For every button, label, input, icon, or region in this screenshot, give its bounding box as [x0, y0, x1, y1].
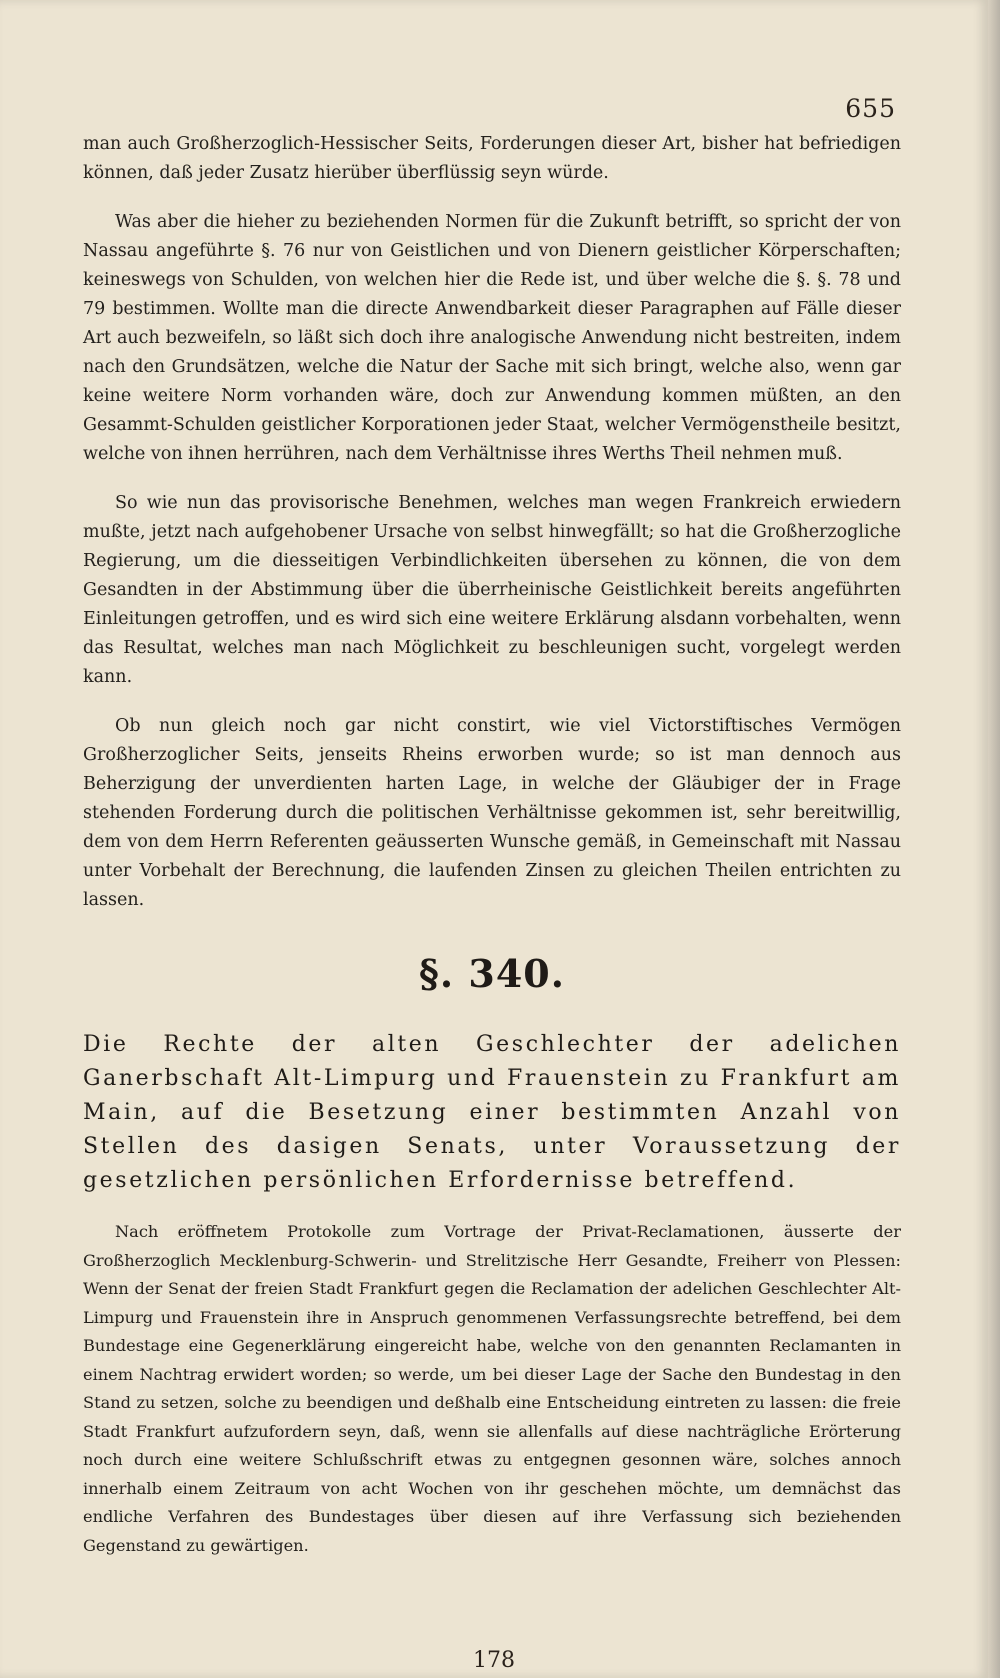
signature-mark: 178 — [473, 1648, 515, 1673]
paragraph-3: So wie nun das provisorische Benehmen, welches man wegen Frankreich erwiedern mußte, jetzt nach aufgehobener Ursache von selbst hinwegfällt; so hat die Großherzogliche Regierung, um die diesseitigen Verbindlichkeiten übersehen zu können, die von dem Gesandten in der Abstimmung über die überrheinische Geistlichkeit bereits angeführten Einleitungen getroffen, und es wird sich eine weitere Erklärung alsdann vorbehalten, wenn das Resultat, welches man nach Möglichkeit zu beschleunigen sucht, vorgelegt werden kann. — [83, 493, 901, 687]
section-body-block — [83, 1218, 901, 1560]
paragraph-1: man auch Großherzoglich-Hessischer Seits, Forderungen dieser Art, bisher hat befriedigen können, daß jeder Zusatz hierüber überflüssig seyn würde. — [83, 134, 901, 183]
section-heading: Die Rechte der alten Geschlechter der adelichen Ganerbschaft Alt-Limpurg und Frauenstein zu Frankfurt am Main, auf die Besetzung einer bestimmten Anzahl von Stellen des dasigen Senats, unter Voraussetzung der gesetzlichen persönlichen Erfordernisse betreffend. — [83, 1032, 901, 1193]
paragraph-2: Was aber die hieher zu beziehenden Normen für die Zukunft betrifft, so spricht der von Nassau angeführte §. 76 nur von Geistlichen und von Dienern geistlicher Körperschaften; keineswegs von Schulden, von welchen hier die Rede ist, und über welche die §. §. 78 und 79 bestimmen. Wollte man die directe Anwendbarkeit dieser Paragraphen auf Fälle dieser Art auch bezweifeln, so läßt sich doch ihre analogische Anwendung nicht bestreiten, indem nach den Grundsätzen, welche die Natur der Sache mit sich bringt, welche also, wenn gar keine weitere Norm vorhanden wäre, doch zur Anwendung kommen müßten, an den Gesammt-Schulden geistlicher Korporationen jeder Staat, welcher Vermögenstheile besitzt, welche von ihnen herrühren, nach dem Verhältnisse ihres Werths Theil nehmen muß. — [83, 212, 901, 464]
page-text — [83, 130, 901, 1560]
section-body: Nach eröffnetem Protokolle zum Vortrage der Privat-Reclamationen, äusserte der Großherzoglich Mecklenburg-Schwerin- und Strelitzische Herr Gesandte, Freiherr von Plessen: Wenn der Senat der freien Stadt Frankfurt gegen die Reclamation der adelichen Geschlechter Alt-Limpurg und Frauenstein ihre in Anspruch genommenen Verfassungsrechte betreffend, bei dem Bundestage eine Gegenerklärung eingereicht habe, welche von den genannten Reclamanten in einem Nachtrag erwidert worden; so werde, um bei dieser Lage der Sache den Bundestag in den Stand zu setzen, solche zu beendigen und deßhalb eine Entscheidung eintreten zu lassen: die freie Stadt Frankfurt aufzufordern seyn, daß, wenn sie allenfalls auf diese nachträgliche Erörterung noch durch eine weitere Schlußschrift etwas zu entgegnen gesonnen wäre, solches annoch innerhalb einem Zeitraum von acht Wochen von ihr geschehen möchte, um demnächst das endliche Verfahren des Bundestages über diesen auf ihre Verfassung sich beziehenden Gegenstand zu gewärtigen. — [83, 1222, 901, 1555]
section-number: §. 340. — [419, 951, 565, 996]
page-edge — [988, 0, 1000, 1678]
page-number: 655 — [845, 94, 896, 123]
paragraph-4: Ob nun gleich noch gar nicht constirt, wie viel Victorstiftisches Vermögen Großherzoglicher Seits, jenseits Rheins erworben wurde; so ist man dennoch aus Beherzigung der unverdienten harten Lage, in welche der Gläubiger der in Frage stehenden Forderung durch die politischen Verhältnisse gekommen ist, sehr bereitwillig, dem von dem Herrn Referenten geäusserten Wunsche gemäß, in Gemeinschaft mit Nassau unter Vorbehalt der Berechnung, die laufenden Zinsen zu gleichen Theilen entrichten zu lassen. — [83, 716, 901, 910]
